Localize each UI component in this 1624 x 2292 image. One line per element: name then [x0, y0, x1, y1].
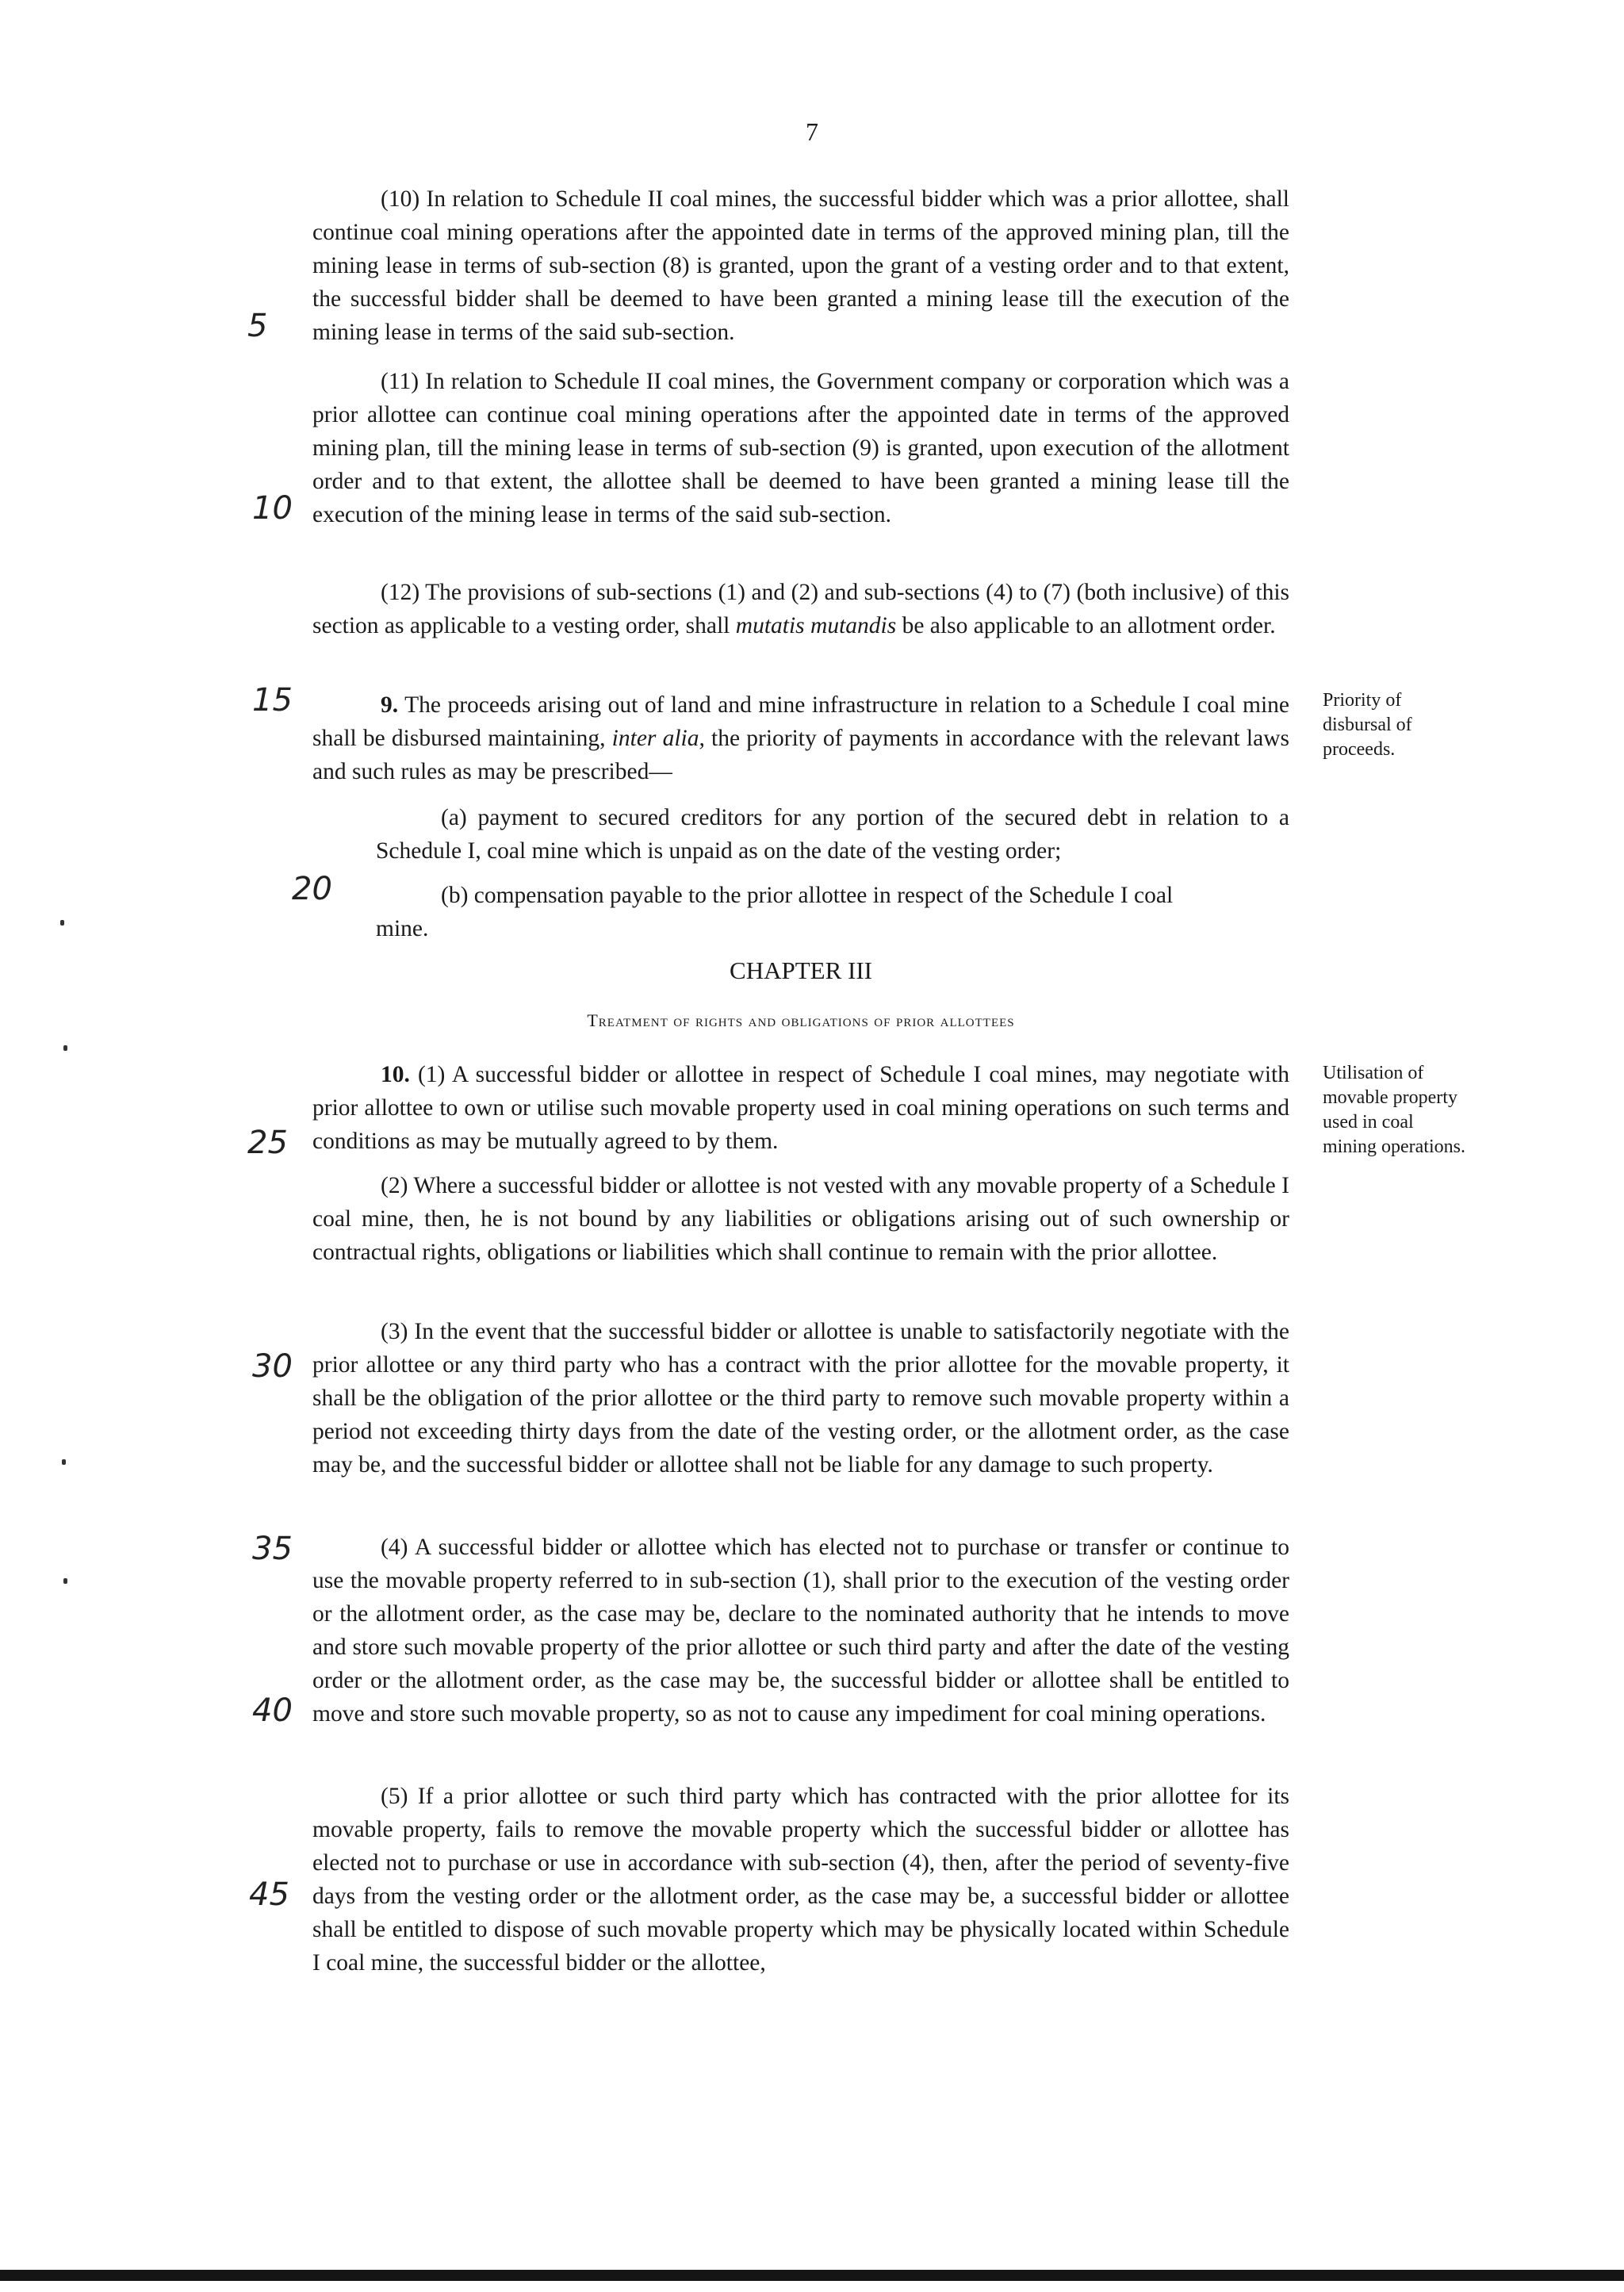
section-10-sub-1 [312, 1058, 1289, 1158]
subsection-11 [312, 365, 1289, 531]
line-number-20: 20 [292, 871, 332, 907]
margin-note-section-10: Utilisation of movable property used in coal mining operations. [1323, 1063, 1465, 1157]
subsection-12 [312, 576, 1289, 642]
section-9-number: 9. [381, 692, 399, 718]
scan-speck [63, 1578, 67, 1584]
section-9-latin: inter alia, [611, 726, 705, 751]
section-10-sub-5-text: (5) If a prior allottee or such third party which has contracted with the prior allottee for its movable property, fails to remove the movable property which the successful bidder or allottee has elected not to purchase or use in accordance with sub-section (4), then, after the period of seventy-five days from the vesting order or the allotment order, as the case may be, a successful bidder or allottee shall be entitled to dispose of such movable property which may be physically located within Schedule I coal mine, the successful bidder or the allottee, [312, 1784, 1289, 1976]
section-9-clause-b [312, 879, 1289, 945]
section-10-number: 10. [381, 1062, 410, 1087]
section-9 [312, 688, 1289, 788]
line-number-10: 10 [252, 490, 293, 527]
section-10-sub-3-text: (3) In the event that the successful bidder or allottee is unable to satisfactorily negotiate with the prior allottee or any third party who has a contract with the prior allottee for the movable property, it shall be the obligation of the prior allottee or the third party to remove such movable property within a period not exceeding thirty days from the date of the vesting order, or the allotment order, as the case may be, and the successful bidder or allottee shall not be liable for any damage to such property. [312, 1319, 1289, 1478]
section-9-text-b: the priority of payments in accordance with the relevant laws and such rules as may be prescribed— [312, 726, 1289, 784]
subsection-12-text-a: (12) The provisions of sub-sections (1) and (2) and sub-sections (4) to (7) (both inclusive) of this section as applicable to a vesting order, shall [312, 580, 1289, 638]
line-number-45: 45 [249, 1876, 289, 1913]
section-10-sub-4-text: (4) A successful bidder or allottee which has elected not to purchase or transfer or continue to use the movable property referred to in sub-section (1), shall prior to the execution of the vesting order or the allotment order, as the case may be, declare to the nominated authority that he intends to move and store such movable property of the prior allottee or such third party and after the date of the vesting order or the allotment order, as the case may be, the successful bidder or allottee shall be entitled to move and store such movable property, so as not to cause any impediment for coal mining operations. [312, 1535, 1289, 1727]
scan-speck [62, 1459, 66, 1465]
line-number-15: 15 [252, 682, 293, 719]
line-number-40: 40 [252, 1692, 293, 1729]
bottom-scan-border [0, 2270, 1624, 2281]
section-10-sub-5 [312, 1780, 1289, 1980]
subsection-11-text: (11) In relation to Schedule II coal mines, the Government company or corporation which was a prior allottee can continue coal mining operations after the appointed date in terms of the approved mining plan, till the mining lease in terms of sub-section (9) is granted, upon execution of the allotment order and to that extent, the allottee shall be deemed to have been granted a mining lease till the execution of the mining lease in terms of the said sub-section. [312, 369, 1289, 527]
chapter-subtitle: Treatment of rights and obligations of prior allottees [587, 1010, 1015, 1030]
line-number-30: 30 [252, 1348, 293, 1385]
section-10-sub-2-text: (2) Where a successful bidder or allottee is not vested with any movable property of a Schedule I coal mine, then, he is not bound by any liabilities or obligations arising out of such ownership or contractual rights, obligations or liabilities which shall continue to remain with the prior allottee. [312, 1173, 1289, 1265]
section-9-clause-a-text: (a) payment to secured creditors for any portion of the secured debt in relation to a Schedule I, coal mine which is unpaid as on the date of the vesting order; [376, 805, 1289, 864]
section-9-clause-a [312, 801, 1289, 868]
scan-speck [60, 920, 64, 926]
section-9-clause-b-text: (b) compensation payable to the prior allottee in respect of the Schedule I coal [441, 883, 1174, 908]
section-9-text-a: The proceeds arising out of land and mine infrastructure in relation to a Schedule I coal mine shall be disbursed maintaining, [312, 692, 1289, 751]
section-10-sub-4 [312, 1531, 1289, 1730]
section-10-sub-2 [312, 1169, 1289, 1269]
section-10-sub-3 [312, 1315, 1289, 1481]
line-number-25: 25 [247, 1125, 288, 1161]
scan-speck [63, 1045, 67, 1051]
margin-note-section-9: Priority of disbursal of proceeds. [1323, 690, 1412, 760]
chapter-title: CHAPTER III [730, 956, 872, 984]
line-number-35: 35 [252, 1531, 293, 1567]
section-9-clause-b-end: mine. [376, 916, 429, 941]
section-10-sub-1-text: (1) A successful bidder or allottee in respect of Schedule I coal mines, may negotiate with prior allottee to own or utilise such movable property used in coal mining operations on such terms and conditions as may be mutually agreed to by them. [312, 1062, 1290, 1154]
line-number-5: 5 [247, 308, 268, 344]
subsection-12-latin: mutatis mutandis [735, 613, 897, 638]
subsection-10 [312, 182, 1289, 349]
page-number: 7 [806, 117, 818, 146]
subsection-10-text: (10) In relation to Schedule II coal mines, the successful bidder which was a prior allottee, shall continue coal mining operations after the appointed date in terms of the approved mining plan, till the mining lease in terms of sub-section (8) is granted, upon the grant of a vesting order and to that extent, the successful bidder shall be deemed to have been granted a mining lease till the execution of the mining lease in terms of the said sub-section. [312, 186, 1289, 345]
subsection-12-text-b: be also applicable to an allotment order. [902, 613, 1276, 638]
